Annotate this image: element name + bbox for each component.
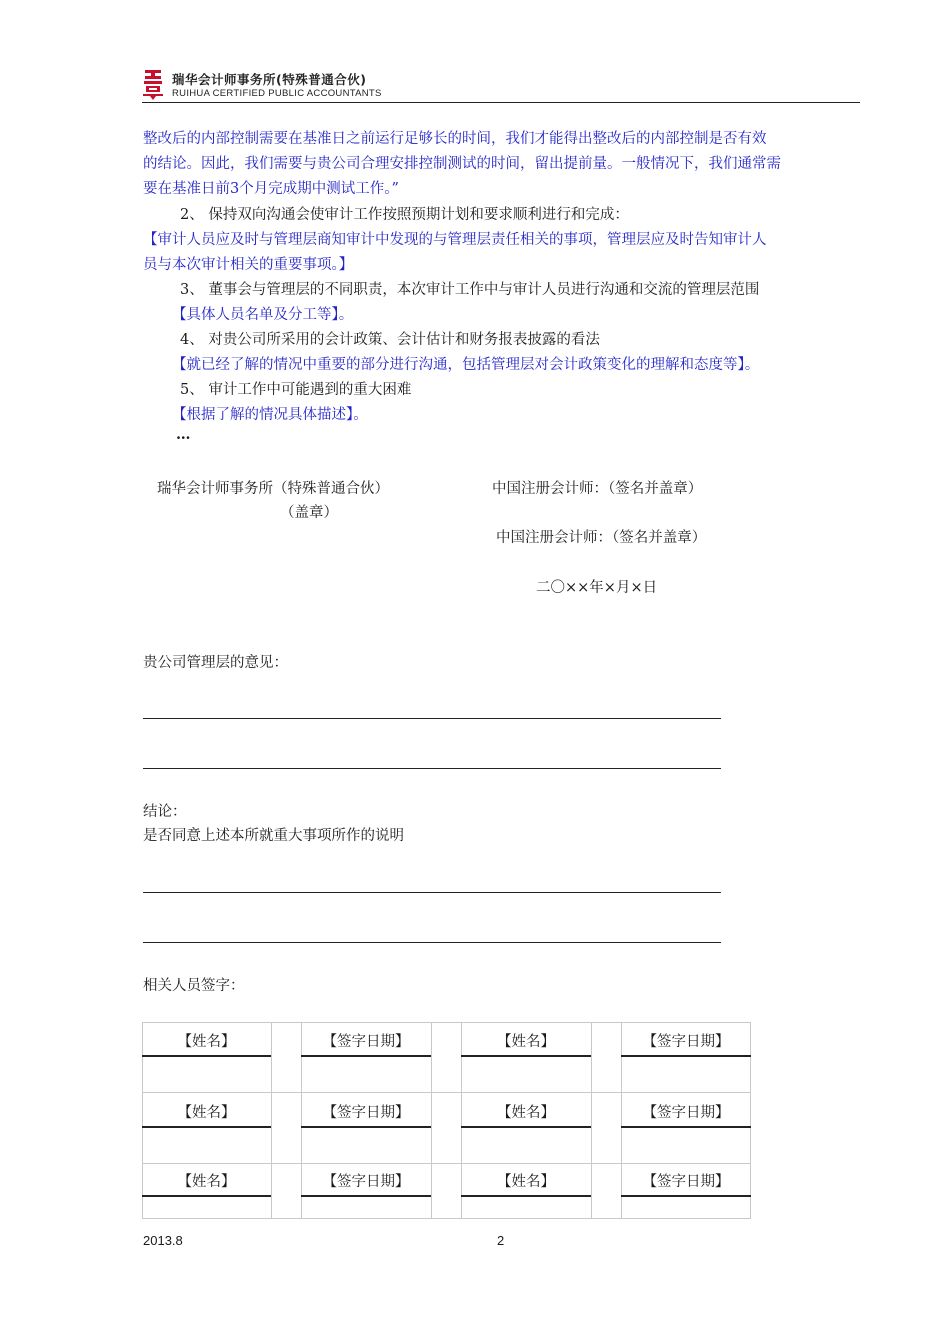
header-divider [142, 102, 860, 103]
item-2: 2、 保持双向沟通会使审计工作按照预期计划和要求顺利进行和完成： [180, 207, 629, 223]
name-field: 【姓名】 [497, 1034, 555, 1050]
firm-name-chinese: 瑞华会计师事务所(特殊普通合伙) [172, 72, 367, 87]
para1-line2: 的结论。因此，我们需要与贵公司合理安排控制测试的时间，留出提前量。一般情况下，我们通常需 [143, 156, 781, 172]
table-grid-line [142, 1218, 751, 1219]
signature-underline[interactable] [142, 1126, 271, 1128]
conclusion-label: 结论： [143, 804, 187, 820]
opinion-blank-line-1[interactable] [143, 718, 721, 719]
signature-underline[interactable] [621, 1195, 751, 1197]
signature-underline[interactable] [461, 1195, 591, 1197]
table-grid-line [142, 1092, 751, 1093]
name-field: 【姓名】 [497, 1174, 555, 1190]
name-field: 【姓名】 [177, 1034, 236, 1050]
firm-name-english: RUIHUA CERTIFIED PUBLIC ACCOUNTANTS [172, 88, 382, 99]
conclusion-blank-line-1[interactable] [143, 892, 721, 893]
sign-date-field: 【签字日期】 [322, 1174, 410, 1190]
table-grid-line [431, 1022, 432, 1219]
management-opinion-label: 贵公司管理层的意见： [143, 655, 288, 671]
para1-line3: 要在基准日前3个月完成期中测试工作。” [143, 181, 399, 197]
sign-date-field: 【签字日期】 [642, 1034, 730, 1050]
signoff-firm: 瑞华会计师事务所（特殊普通合伙） [157, 481, 389, 497]
item-4: 4、 对贵公司所采用的会计政策、会计估计和财务报表披露的看法 [180, 332, 600, 348]
signature-table [142, 1022, 751, 1220]
table-grid-line [591, 1022, 592, 1219]
item-3: 3、 董事会与管理层的不同职责，本次审计工作中与审计人员进行沟通和交流的管理层范围 [180, 282, 760, 298]
ellipsis: … [176, 426, 191, 443]
item-2-note-line1: 【审计人员应及时与管理层商知审计中发现的与管理层责任相关的事项，管理层应及时告知审计人 [143, 232, 767, 248]
signature-label: 相关人员签字： [143, 978, 245, 994]
signature-underline[interactable] [301, 1055, 431, 1057]
sign-date-field: 【签字日期】 [322, 1034, 410, 1050]
table-grid-line [142, 1022, 751, 1023]
conclusion-question: 是否同意上述本所就重大事项所作的说明 [143, 828, 404, 844]
signature-underline[interactable] [301, 1195, 431, 1197]
signature-underline[interactable] [461, 1126, 591, 1128]
name-field: 【姓名】 [497, 1105, 555, 1121]
signoff-seal: （盖章） [280, 505, 338, 521]
signoff-cpa-2: 中国注册会计师：（签名并盖章） [496, 530, 707, 546]
table-grid-line [142, 1163, 751, 1164]
signoff-date: 二〇××年×月×日 [536, 580, 658, 596]
item-4-note: 【就已经了解的情况中重要的部分进行沟通，包括管理层对会计政策变化的理解和态度等】。 [172, 357, 760, 373]
signoff-cpa-1: 中国注册会计师：（签名并盖章） [492, 481, 703, 497]
sign-date-field: 【签字日期】 [642, 1174, 730, 1190]
sign-date-field: 【签字日期】 [322, 1105, 410, 1121]
name-field: 【姓名】 [177, 1174, 236, 1190]
item-5-note: 【根据了解的情况具体描述】。 [172, 407, 368, 423]
signature-underline[interactable] [301, 1126, 431, 1128]
conclusion-blank-line-2[interactable] [143, 942, 721, 943]
opinion-blank-line-2[interactable] [143, 768, 721, 769]
para1-line1: 整改后的内部控制需要在基准日之前运行足够长的时间，我们才能得出整改后的内部控制是否有效 [143, 131, 767, 147]
signature-underline[interactable] [142, 1195, 271, 1197]
ruihua-logo-icon [142, 68, 164, 100]
item-2-note-line2: 员与本次审计相关的重要事项。】 [143, 257, 354, 273]
name-field: 【姓名】 [177, 1105, 236, 1121]
table-grid-line [271, 1022, 272, 1219]
signature-underline[interactable] [142, 1055, 271, 1057]
sign-date-field: 【签字日期】 [642, 1105, 730, 1121]
item-3-note: 【具体人员名单及分工等】。 [172, 307, 354, 323]
signature-underline[interactable] [461, 1055, 591, 1057]
signature-underline[interactable] [621, 1055, 751, 1057]
item-5: 5、 审计工作中可能遇到的重大困难 [180, 382, 412, 398]
page-number: 2 [497, 1233, 505, 1248]
signature-underline[interactable] [621, 1126, 751, 1128]
footer-date: 2013.8 [143, 1233, 183, 1248]
